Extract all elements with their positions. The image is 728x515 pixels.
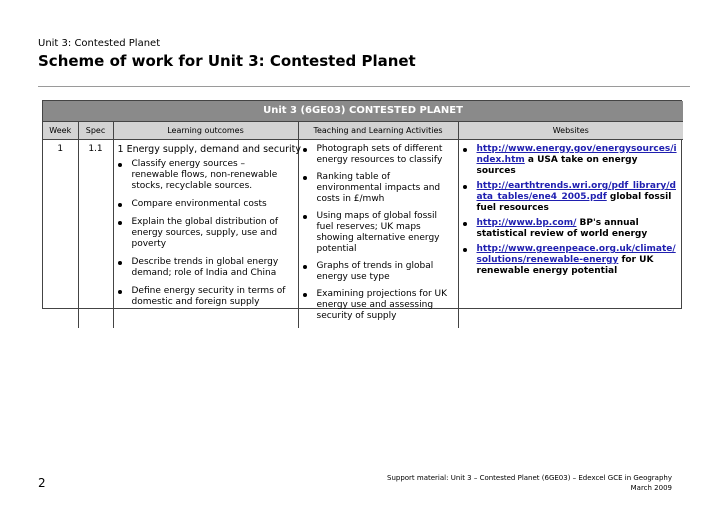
activities-cell	[298, 140, 458, 329]
website-description: a USA take on energy sources	[476, 155, 638, 176]
spec-cell: 1.1	[78, 140, 113, 329]
website-link[interactable]: http://earthtrends.wri.org/pdf_library/data_tables/ene4_2005.pdf	[476, 181, 676, 202]
column-header-learning-outcomes: Learning outcomes	[113, 122, 298, 140]
website-description: BP's annual statistical review of world energy	[476, 218, 648, 239]
website-link[interactable]: http://www.bp.com/	[476, 218, 577, 228]
learning-outcomes-cell	[113, 140, 302, 329]
list-item: Define energy security in terms of domestic and foreign supply	[118, 286, 294, 308]
website-description: global fossil fuel resources	[476, 192, 672, 213]
list-item: Graphs of trends in global energy use type	[303, 261, 454, 283]
table-title: Unit 3 (6GE03) CONTESTED PLANET	[43, 101, 683, 122]
column-header-websites: Websites	[458, 122, 683, 140]
list-item	[463, 218, 680, 240]
page-title: Scheme of work for Unit 3: Contested Planet	[38, 52, 416, 70]
website-description: for UK renewable energy potential	[476, 255, 654, 276]
list-item: Photograph sets of different energy resources to classify	[303, 144, 454, 166]
list-item: Ranking table of environmental impacts and costs in £/mwh	[303, 172, 454, 205]
outcome-title: 1 Energy supply, demand and security	[117, 144, 302, 155]
list-item	[463, 181, 680, 214]
scheme-table	[42, 100, 682, 321]
list-item: Describe trends in global energy demand; role of India and China	[118, 257, 294, 279]
page-number: 2	[38, 476, 46, 490]
list-item: Classify energy sources – renewable flows, non-renewable stocks, recyclable sources.	[118, 159, 294, 192]
week-cell: 1	[43, 140, 78, 329]
list-item: Compare environmental costs	[118, 199, 294, 210]
column-header-activities: Teaching and Learning Activities	[298, 122, 458, 140]
outcomes-list	[114, 155, 298, 308]
column-header-spec: Spec	[78, 122, 113, 140]
footer-date: March 2009	[630, 484, 672, 492]
running-header: Unit 3: Contested Planet	[38, 38, 161, 49]
header-divider	[38, 86, 690, 87]
websites-list	[459, 140, 684, 277]
website-link[interactable]: http://www.greenpeace.org.uk/climate/solutions/renewable-energy	[476, 244, 676, 265]
websites-cell	[458, 140, 683, 329]
list-item	[463, 144, 680, 177]
list-item: Using maps of global fossil fuel reserves; UK maps showing alternative energy potential	[303, 211, 454, 255]
list-item: Examining projections for UK energy use and assessing security of supply	[303, 289, 454, 322]
activities-list	[299, 140, 458, 322]
footer-text: Support material: Unit 3 – Contested Planet (6GE03) – Edexcel GCE in Geography	[387, 474, 672, 482]
list-item: Explain the global distribution of energy sources, supply, use and poverty	[118, 217, 294, 250]
website-link[interactable]: http://www.energy.gov/energysources/index.htm	[476, 144, 677, 165]
table-row	[43, 140, 683, 329]
list-item	[463, 244, 680, 277]
column-header-week: Week	[43, 122, 78, 140]
